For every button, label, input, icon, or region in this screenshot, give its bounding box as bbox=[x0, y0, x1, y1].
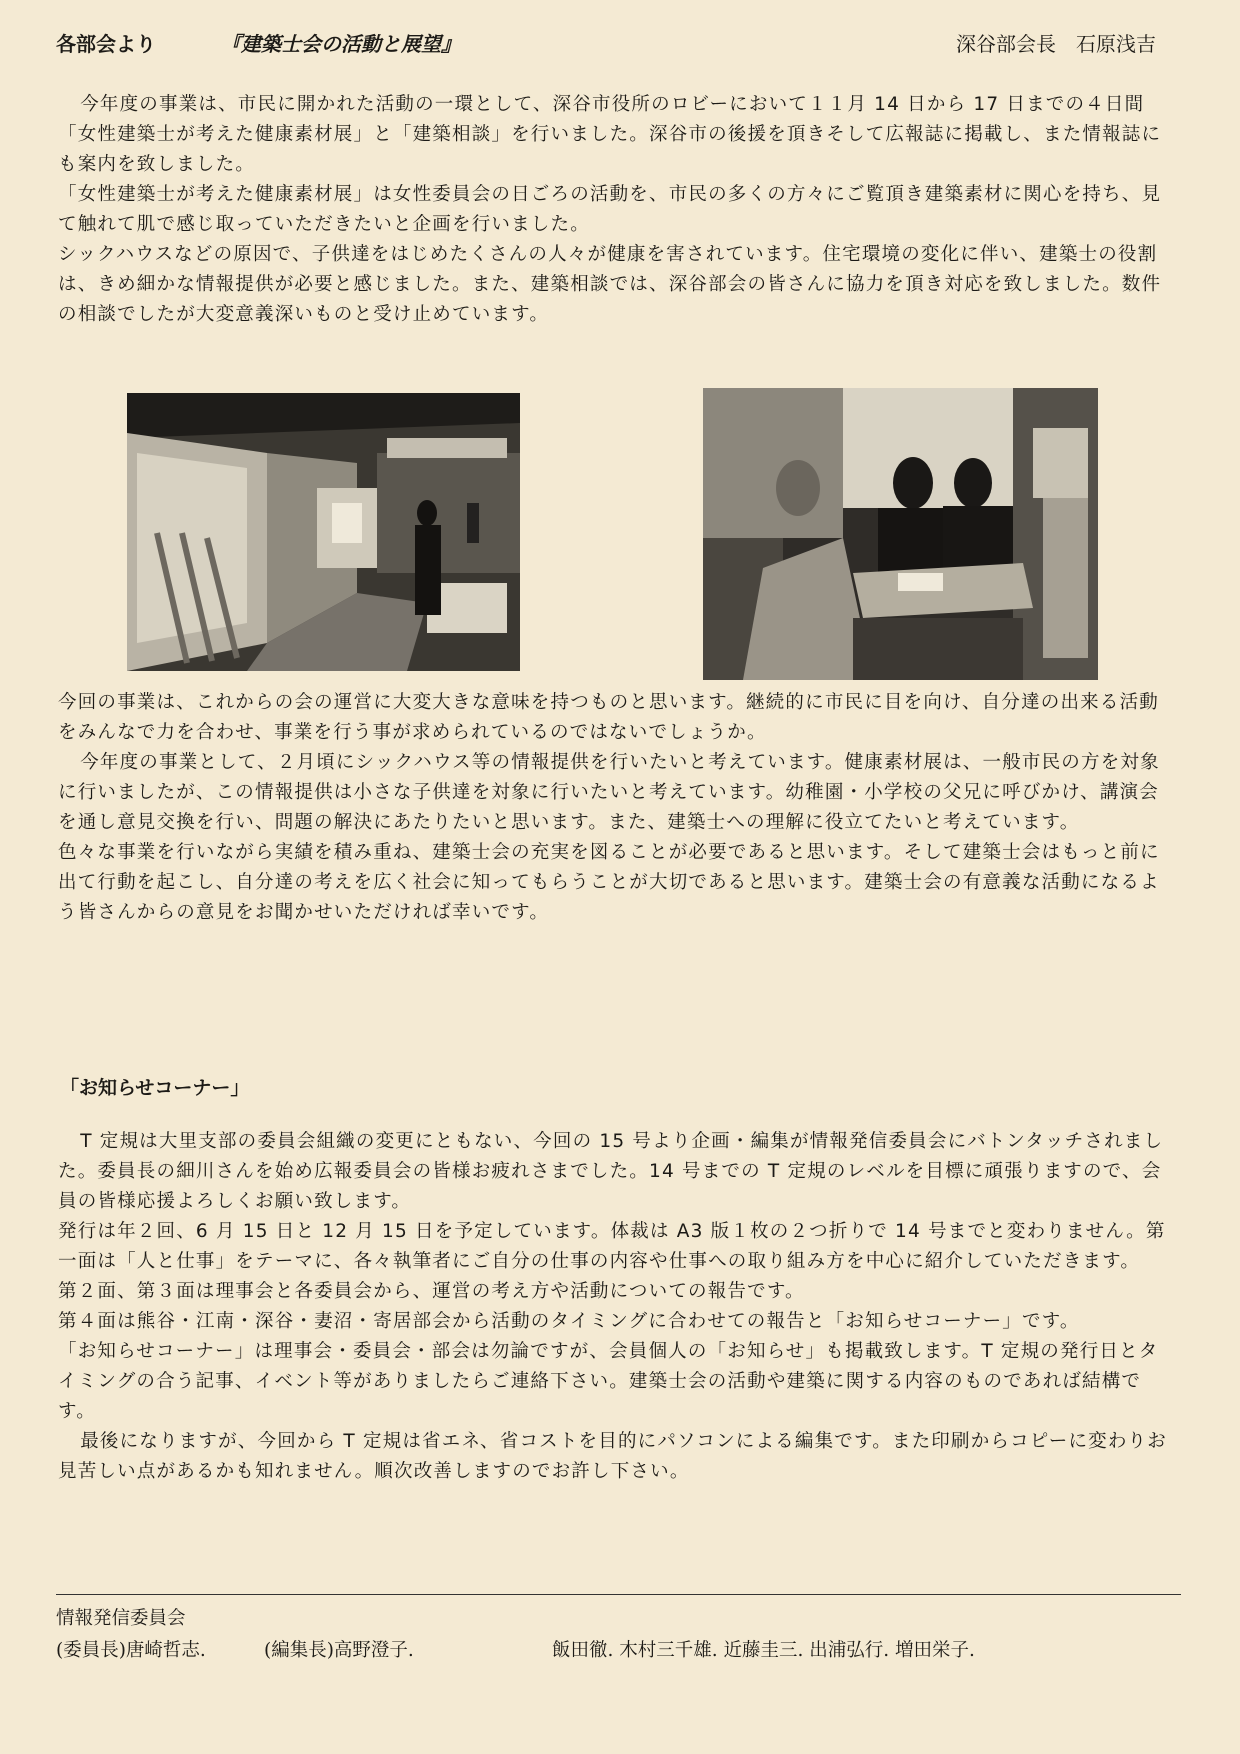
notice-heading: 「お知らせコーナー」 bbox=[60, 1077, 250, 1099]
paragraph: 「お知らせコーナー」は理事会・委員会・部会は勿論ですが、会員個人の「お知らせ」も掲載致します。T 定規の発行日とタイミングの合う記事、イベント等がありましたらご連絡下さい。建築士会の活動や建築に関する内容のものであれば結構です。 bbox=[58, 1341, 1159, 1422]
paragraph: T 定規は大里支部の委員会組織の変更にともない、今回の 15 号より企画・編集が情報発信委員会にバトンタッチされました。委員長の細川さんを始め広報委員会の皆様お疲れさまでした。14 号までの T 定規のレベルを目標に頑張りますので、会員の皆様応援よろしくお願い致します。 bbox=[58, 1131, 1164, 1212]
exhibition-photo-drawing bbox=[127, 393, 520, 671]
intro-text bbox=[58, 90, 1170, 330]
editor-name: (編集長)高野澄子. bbox=[264, 1640, 414, 1661]
paragraph: シックハウスなどの原因で、子供達をはじめたくさんの人々が健康を害されています。住宅環境の変化に伴い、建築士の役割は、きめ細かな情報提供が必要と感じました。また、建築相談では、深谷部会の皆さんに協力を頂き対応を致しました。数件の相談でしたが大変意義深いものと受け止めています。 bbox=[58, 244, 1162, 325]
member-list bbox=[56, 1635, 1181, 1667]
paragraph: 発行は年２回、6 月 15 日と 12 月 15 日を予定しています。体裁は A3 版１枚の２つ折りで 14 号までと変わりません。第一面は「人と仕事」をテーマに、各々執筆者にご自分の仕事の内容や仕事への取り組み方を中心に紹介していただきます。 bbox=[58, 1221, 1166, 1272]
paragraph: 今年度の事業は、市民に開かれた活動の一環として、深谷市役所のロビーにおいて１１月 14 日から 17 日までの４日間「女性建築士が考えた健康素材展」と「建築相談」を行いました。深谷市の後援を頂きそして広報誌に掲載し、また情報誌にも案内を致しました。 bbox=[58, 94, 1162, 175]
paragraph: 今年度の事業として、２月頃にシックハウス等の情報提供を行いたいと考えています。健康素材展は、一般市民の方を対象に行いましたが、この情報提供は小さな子供達を対象に行いたいと考えています。幼稚園・小学校の父兄に呼びかけ、講演会を通し意見交換を行い、問題の解決にあたりたいと思います。また、建築士への理解に役立てたいと考えています。 bbox=[58, 752, 1160, 833]
footer-divider bbox=[56, 1594, 1181, 1595]
consultation-photo bbox=[703, 388, 1098, 680]
committee-footer bbox=[56, 1603, 1181, 1667]
member-names: 飯田徹. 木村三千雄. 近藤圭三. 出浦弘行. 増田栄子. bbox=[552, 1640, 975, 1661]
author-byline: 深谷部会長 石原浅吉 bbox=[956, 32, 1156, 56]
paragraph: 最後になりますが、今回から T 定規は省エネ、省コストを目的にパソコンによる編集です。また印刷からコピーに変わりお見苦しい点があるかも知れません。順次改善しますのでお許し下さい。 bbox=[58, 1431, 1167, 1482]
chair-name: (委員長)唐崎哲志. bbox=[56, 1640, 206, 1661]
paragraph: 第２面、第３面は理事会と各委員会から、運営の考え方や活動についての報告です。 bbox=[58, 1281, 805, 1302]
consultation-photo-drawing bbox=[703, 388, 1098, 680]
paragraph: 「女性建築士が考えた健康素材展」は女性委員会の日ごろの活動を、市民の多くの方々にご覧頂き建築素材に関心を持ち、見て触れて肌で感じ取っていただきたいと企画を行いました。 bbox=[58, 184, 1162, 235]
notice-text bbox=[58, 1127, 1170, 1487]
article-title: 『建築士会の活動と展望』 bbox=[221, 32, 461, 56]
paragraph: 第４面は熊谷・江南・深谷・妻沼・寄居部会から活動のタイミングに合わせての報告と「お知らせコーナー」です。 bbox=[58, 1311, 1080, 1332]
paragraph: 色々な事業を行いながら実績を積み重ね、建築士会の充実を図ることが必要であると思います。そして建築士会はもっと前に出て行動を起こし、自分達の考えを広く社会に知ってもらうことが大切であると思います。建築士会の有意義な活動になるよう皆さんからの意見をお聞かせいただければ幸いです。 bbox=[58, 842, 1160, 923]
body-text bbox=[58, 688, 1170, 928]
paragraph: 今回の事業は、これからの会の運営に大変大きな意味を持つものと思います。継続的に市民に目を向け、自分達の出来る活動をみんなで力を合わせ、事業を行う事が求められているのではないでしょうか。 bbox=[58, 692, 1159, 743]
article-header bbox=[56, 28, 1156, 64]
section-label: 各部会より bbox=[56, 32, 156, 56]
exhibition-photo bbox=[127, 393, 520, 671]
committee-name: 情報発信委員会 bbox=[56, 1608, 186, 1629]
